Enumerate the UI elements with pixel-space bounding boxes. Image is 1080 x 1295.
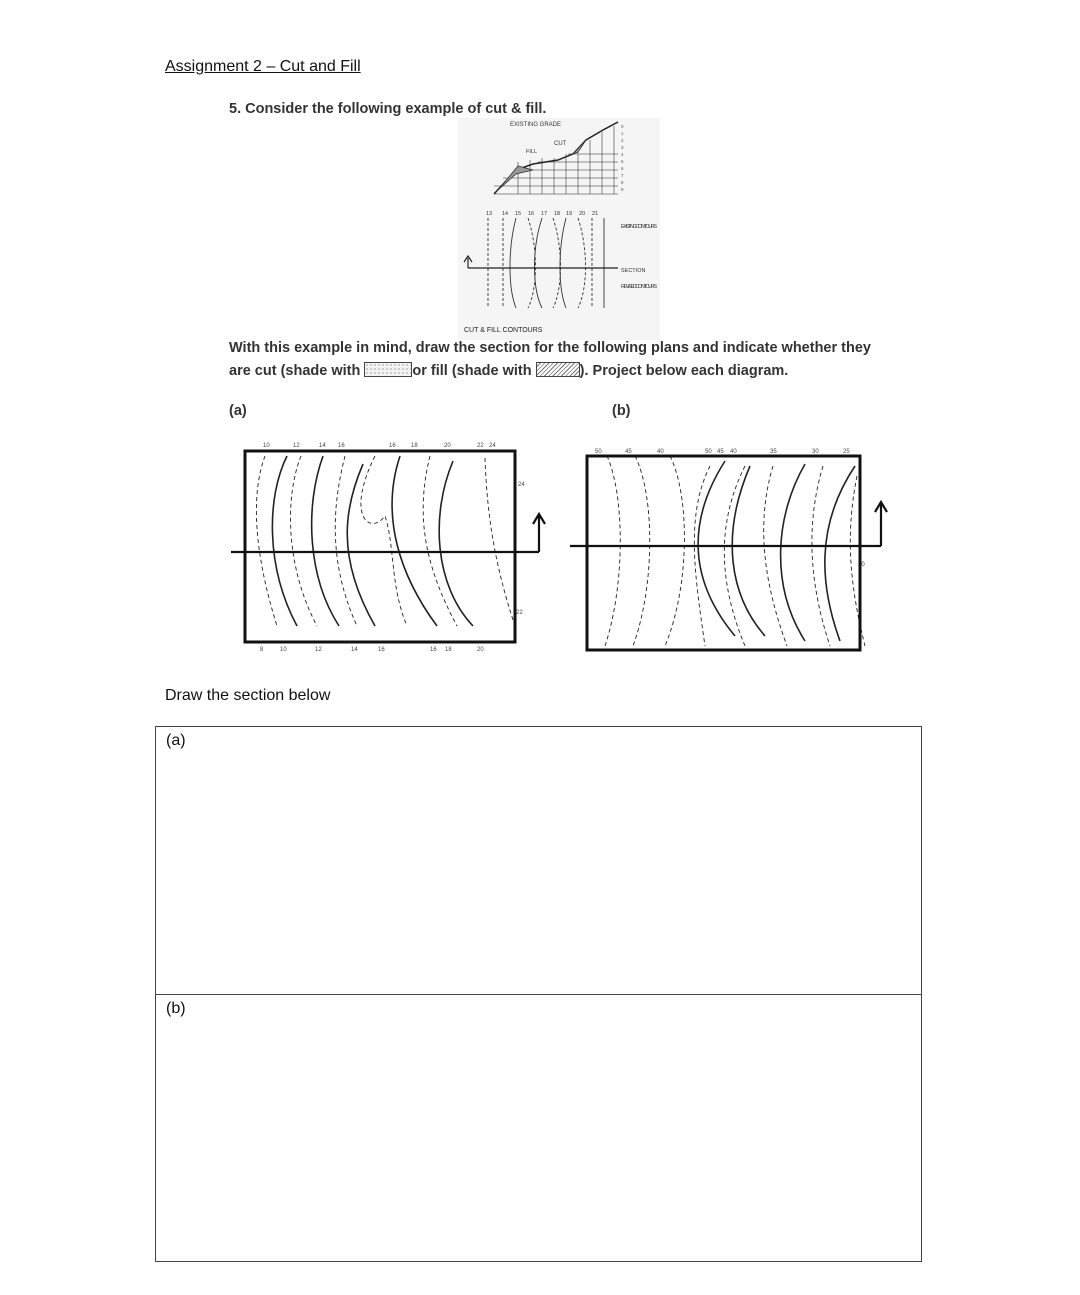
scale-digit: 5 xyxy=(621,159,624,164)
scale-digit: 3 xyxy=(621,145,624,150)
scale-digit: 0 xyxy=(621,124,624,129)
instruction-line-1: With this example in mind, draw the section for the following plans and indicate whether they xyxy=(229,340,871,356)
plan-a-right-bottom-label: 22 xyxy=(516,610,523,616)
plan-a-boundary xyxy=(245,451,515,642)
plan-a-bottom-labels xyxy=(260,647,484,653)
existing-grade-label: EXISTING GRADE xyxy=(510,122,562,128)
plan-a-top-label: 14 xyxy=(319,443,326,449)
plan-b-top-label: 40 xyxy=(730,449,737,455)
plan-a-top-label: 24 xyxy=(489,443,496,449)
plan-a-top-labels xyxy=(263,443,496,449)
plan-a-bottom-label: 16 xyxy=(378,647,385,653)
plan-b-top-label: 45 xyxy=(717,449,724,455)
figure-caption: CUT & FILL CONTOURS xyxy=(464,327,543,334)
plan-b-top-label: 45 xyxy=(625,449,632,455)
scale-digit: 2 xyxy=(621,138,624,143)
plan-a-top-label: 12 xyxy=(293,443,300,449)
scale-digit: 1 xyxy=(621,131,624,136)
instruction-project-text: ). Project below each diagram. xyxy=(579,363,789,379)
plan-b-top-labels xyxy=(595,449,850,455)
fill-shading-swatch xyxy=(536,362,580,377)
instruction-fill-text: or fill (shade with xyxy=(412,363,532,379)
plan-number: 21 xyxy=(592,211,599,217)
plan-a-bottom-label: 8 xyxy=(260,647,264,653)
plan-number: 13 xyxy=(486,211,493,217)
plan-b-top-label: 50 xyxy=(705,449,712,455)
plan-a-bottom-label: 14 xyxy=(351,647,358,653)
plan-a-contours xyxy=(256,456,515,626)
answer-box-b-label: (b) xyxy=(166,1000,186,1017)
plan-b-top-label: 25 xyxy=(843,449,850,455)
plan-a-top-label: 20 xyxy=(444,443,451,449)
scale-digit: 8 xyxy=(621,180,624,185)
plan-number: 19 xyxy=(566,211,573,217)
page-title: Assignment 2 – Cut and Fill xyxy=(165,58,361,75)
answer-box-b[interactable] xyxy=(156,995,921,1263)
question-text: 5. Consider the following example of cut & fill. xyxy=(229,101,547,117)
plan-a-top-label: 10 xyxy=(263,443,270,449)
plan-a-top-label: 16 xyxy=(338,443,345,449)
scale-digit: 4 xyxy=(621,152,624,157)
plan-a-bottom-label: 12 xyxy=(315,647,322,653)
section-label: SECTION xyxy=(621,268,646,274)
plan-b-diagram xyxy=(565,436,895,658)
scale-digit: 6 xyxy=(621,166,624,171)
plan-numbers xyxy=(486,211,598,217)
plan-a-label: (a) xyxy=(229,403,247,419)
instruction-cut-text: are cut (shade with xyxy=(229,363,361,379)
cut-fill-example-figure xyxy=(458,118,660,340)
plan-number: 14 xyxy=(502,211,509,217)
plan-number: 20 xyxy=(579,211,586,217)
plan-b-right-label: 20 xyxy=(858,562,865,568)
plan-b-top-label: 30 xyxy=(812,449,819,455)
plan-a-top-label: 22 xyxy=(477,443,484,449)
plan-number: 17 xyxy=(541,211,548,217)
plan-number: 16 xyxy=(528,211,535,217)
plan-a-bottom-label: 18 xyxy=(445,647,452,653)
plan-a-right-top-label: 24 xyxy=(518,482,525,488)
scale-digit: 7 xyxy=(621,173,624,178)
existing-contours-label: EXISTING CONTOURS xyxy=(621,224,657,230)
plan-a-top-label: 16 xyxy=(389,443,396,449)
plan-a-bottom-label: 16 xyxy=(430,647,437,653)
answer-box-a-label: (a) xyxy=(166,732,186,749)
scale-digit: 9 xyxy=(621,187,624,192)
plan-b-contours xyxy=(605,456,865,646)
plan-number: 18 xyxy=(554,211,561,217)
cut-shading-swatch xyxy=(364,362,412,377)
plan-a-diagram xyxy=(225,436,555,658)
revised-contours-label: REVISED CONTOURS xyxy=(621,284,657,290)
answer-table xyxy=(155,726,922,1262)
plan-a-bottom-label: 20 xyxy=(477,647,484,653)
fill-label: FILL xyxy=(526,149,538,155)
draw-section-label: Draw the section below xyxy=(165,687,331,704)
plan-number: 15 xyxy=(515,211,522,217)
plan-b-top-label: 40 xyxy=(657,449,664,455)
plan-b-top-label: 35 xyxy=(770,449,777,455)
instruction-line-2 xyxy=(229,362,788,379)
plan-a-section-arrow-icon xyxy=(533,514,545,552)
plan-b-top-label: 50 xyxy=(595,449,602,455)
plan-b-label: (b) xyxy=(612,403,631,419)
plan-b-section-arrow-icon xyxy=(875,502,887,546)
cut-label: CUT xyxy=(554,141,567,147)
answer-box-a[interactable] xyxy=(156,727,921,995)
plan-a-bottom-label: 10 xyxy=(280,647,287,653)
plan-a-top-label: 18 xyxy=(411,443,418,449)
